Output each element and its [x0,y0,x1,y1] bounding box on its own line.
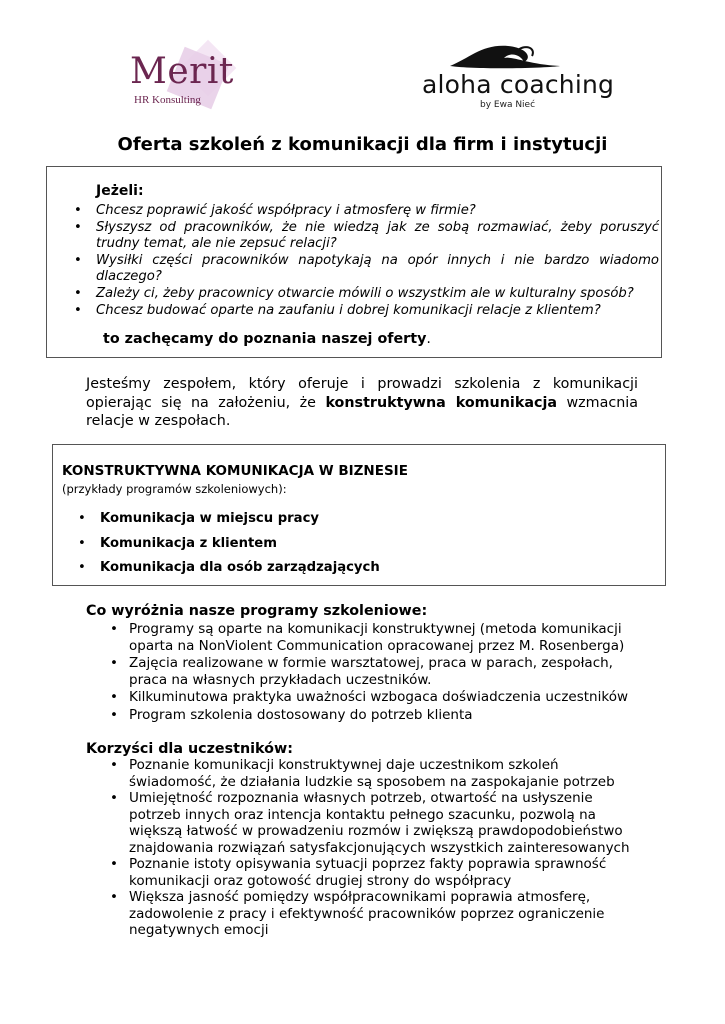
programs-subheading: (przykłady programów szkoleniowych): [62,482,287,496]
intro-text-part1: Jesteśmy zespołem, który oferuje i prowadzi szkolenia z komunikacji opierając się na założeniu, że [86,376,638,411]
questions-heading: Jeżeli: [96,183,144,199]
intro-text-part2: wzmacnia relacje w zespołach. [86,394,638,429]
distinct-heading: Co wyróżnia nasze programy szkoleniowe: [86,603,428,619]
questions-list [74,203,659,320]
programs-heading: KONSTRUKTYWNA KOMUNIKACJA W BIZNESIE [62,463,408,479]
list-item: • Większa jasność pomiędzy współpracownikami poprawia atmosferę, zadowolenie z pracy i efektywność pracowników poprzez ograniczenie negatywnych emocji [106,889,636,939]
merit-logo-name: Merit [130,51,234,92]
intro-bold-text: konstruktywna komunikacja [325,394,557,411]
list-item: • Poznanie istoty opisywania sytuacji poprzez fakty poprawia sprawność komunikacji oraz gotowość drugiej strony do współpracy [106,856,636,889]
cta-bold-text: to zachęcamy do poznania naszej oferty [103,331,427,347]
list-item: • Słyszysz od pracowników, że nie wiedzą jak ze sobą rozmawiać, żeby poruszyć trudny temat, ale nie zepsuć relacji? [74,220,659,252]
benefits-list [106,757,636,939]
list-item: • Komunikacja dla osób zarządzających [76,560,380,576]
list-item: • Programy są oparte na komunikacji konstruktywnej (metoda komunikacji oparta na NonViolent Communication opracowanej przez M. Rosenberga) [106,621,636,654]
page-title: Oferta szkoleń z komunikacji dla firm i instytucji [117,134,608,155]
wave-icon [420,40,610,74]
aloha-logo [420,40,615,120]
merit-logo [118,48,248,118]
list-item: • Zależy ci, żeby pracownicy otwarcie mówili o wszystkim ale w kulturalny sposób? [74,286,659,302]
aloha-logo-byline: by Ewa Nieć [480,100,536,110]
list-item: • Umiejętność rozpoznania własnych potrzeb, otwartość na usłyszenie potrzeb innych oraz intencja kontaktu pełnego szacunku, pozwolą na większą łatwość w prowadzeniu rozmów i zwiększą prawdopodobieństwo znajdowania rozwiązań satysfakcjonujących wszystkich zainteresowanych [106,790,636,856]
benefits-heading: Korzyści dla uczestników: [86,741,293,757]
list-item: • Komunikacja w miejscu pracy [76,511,380,527]
list-item: • Poznanie komunikacji konstruktywnej daje uczestnikom szkoleń świadomość, że działania ludzkie są sposobem na zaspokajanie potrzeb [106,757,636,790]
list-item: • Program szkolenia dostosowany do potrzeb klienta [106,707,636,724]
programs-list [76,511,380,585]
list-item: • Kilkuminutowa praktyka uważności wzbogaca doświadczenia uczestników [106,689,636,706]
aloha-logo-name: aloha coaching [422,70,615,99]
list-item: • Chcesz poprawić jakość współpracy i atmosferę w firmie? [74,203,659,219]
merit-logo-subtitle: HR Konsulting [134,94,201,106]
list-item: • Komunikacja z klientem [76,536,380,552]
list-item: • Zajęcia realizowane w formie warsztatowej, praca w parach, zespołach, praca na własnych przykładach uczestników. [106,655,636,688]
cta-end: . [426,331,431,347]
list-item: • Wysiłki części pracowników napotykają na opór innych i nie bardzo wiadomo dlaczego? [74,253,659,285]
distinct-list [106,621,636,724]
call-to-action [103,331,431,347]
list-item: • Chcesz budować oparte na zaufaniu i dobrej komunikacji relacje z klientem? [74,303,659,319]
intro-paragraph [86,375,638,431]
